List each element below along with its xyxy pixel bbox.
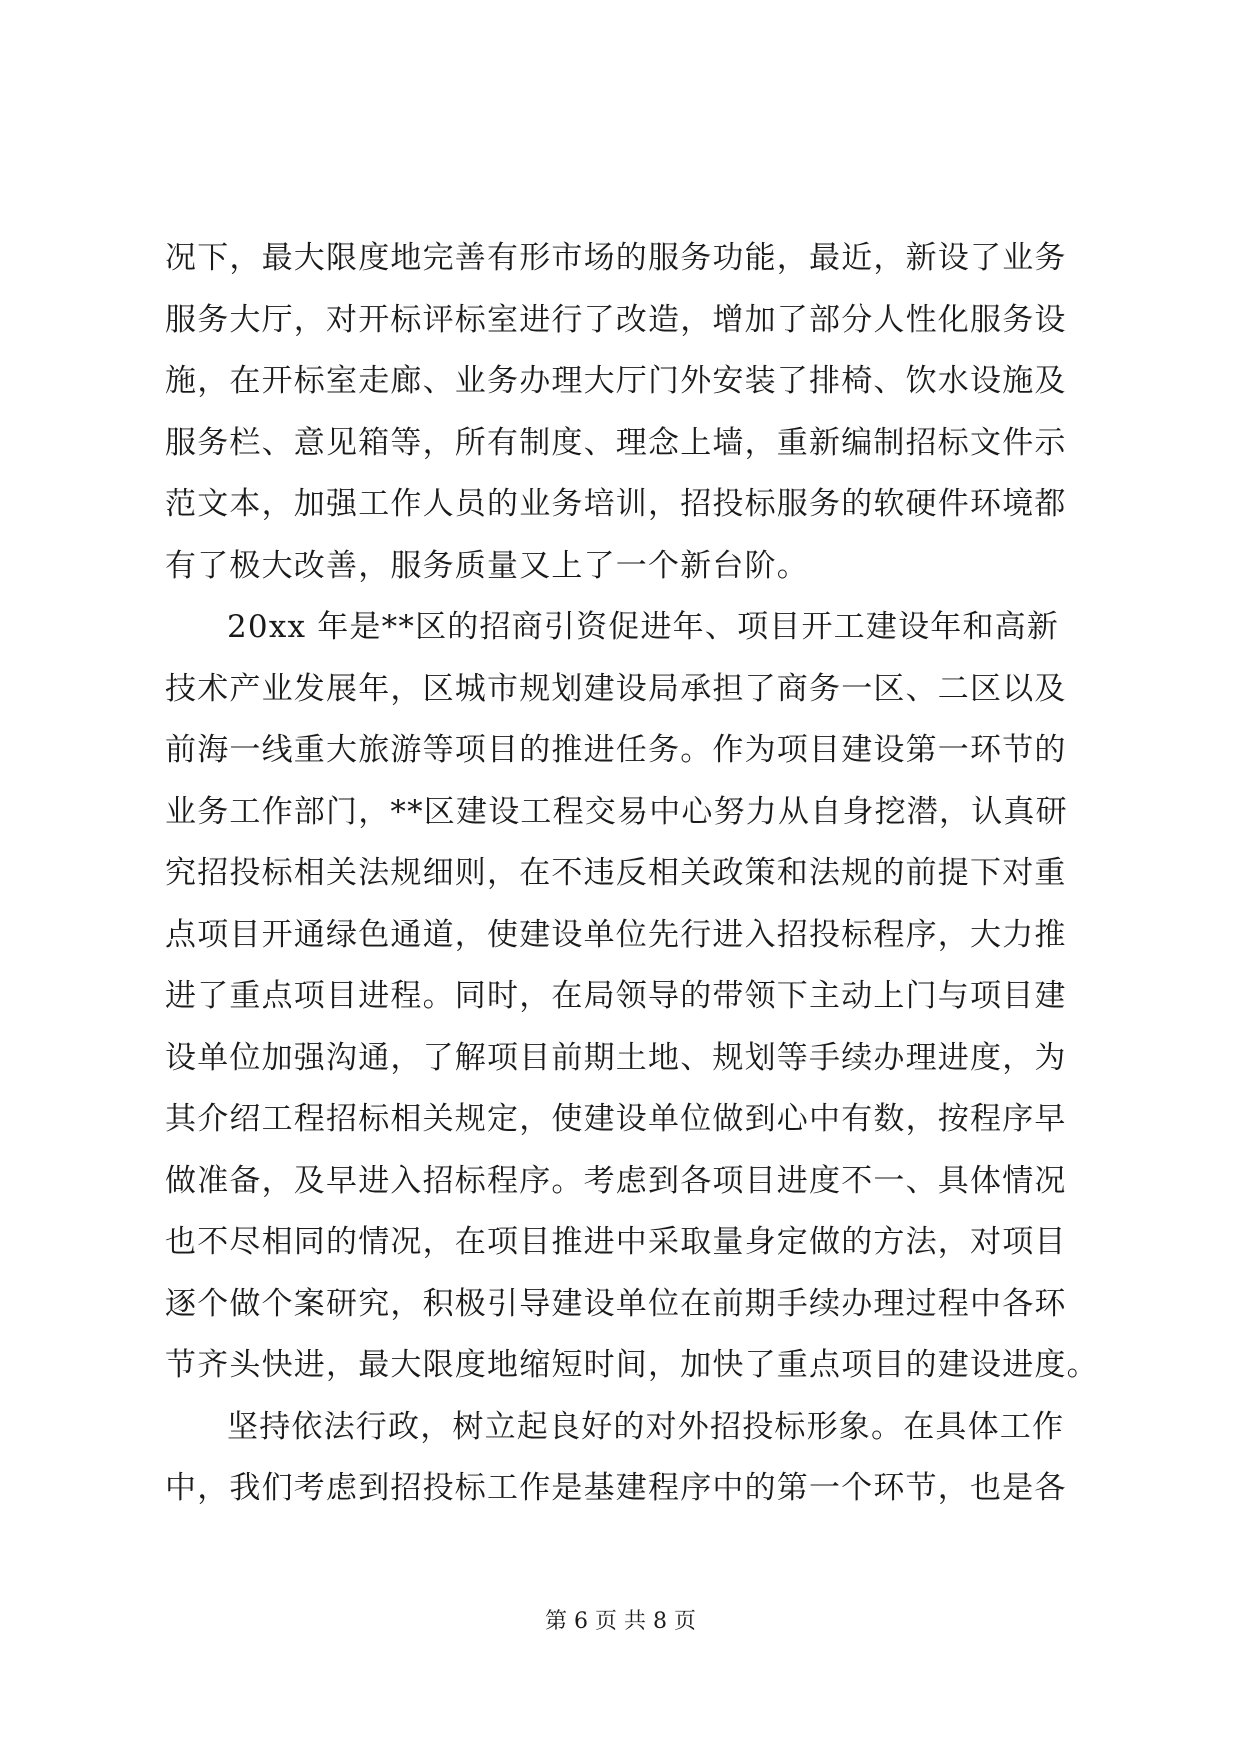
text-line: 中，我们考虑到招投标工作是基建程序中的第一个环节，也是各 [165,1470,1067,1506]
text-line: 技术产业发展年，区城市规划建设局承担了商务一区、二区以及 [165,670,1067,707]
text-line: 范文本，加强工作人员的业务培训，招投标服务的软硬件环境都 [165,486,1067,522]
text-line: 设单位加强沟通，了解项目前期土地、规划等手续办理进度，为 [165,1039,1067,1076]
text-line: 前海一线重大旅游等项目的推进任务。作为项目建设第一环节的 [165,732,1067,768]
paragraph-2 [165,597,1099,1397]
paragraph-3 [165,1397,1087,1520]
text-line: 20xx 年是**区的招商引资促进年、项目开工建设年和高新 [227,609,1060,645]
document-body [165,228,1099,1520]
text-line: 服务大厅，对开标评标室进行了改造，增加了部分人性化服务设 [165,301,1067,338]
text-line: 也不尽相同的情况，在项目推进中采取量身定做的方法，对项目 [165,1224,1067,1260]
text-line: 做准备，及早进入招标程序。考虑到各项目进度不一、具体情况 [165,1162,1067,1199]
text-line: 进了重点项目进程。同时，在局领导的带领下主动上门与项目建 [165,978,1067,1014]
text-line: 其介绍工程招标相关规定，使建设单位做到心中有数，按程序早 [165,1101,1067,1137]
text-line: 节齐头快进，最大限度地缩短时间，加快了重点项目的建设进度。 [165,1347,1099,1383]
text-line: 有了极大改善，服务质量又上了一个新台阶。 [165,547,809,584]
text-line: 坚持依法行政，树立起良好的对外招投标形象。在具体工作 [227,1408,1065,1445]
text-line: 究招投标相关法规细则，在不违反相关政策和法规的前提下对重 [165,855,1067,891]
paragraph-1 [165,228,1087,597]
text-line: 施，在开标室走廊、业务办理大厅门外安装了排椅、饮水设施及 [165,363,1067,399]
page-number-footer: 第 6 页 共 8 页 [545,1609,696,1634]
text-line: 况下，最大限度地完善有形市场的服务功能，最近，新设了业务 [165,240,1067,276]
text-line: 服务栏、意见箱等，所有制度、理念上墙，重新编制招标文件示 [165,424,1067,461]
text-line: 业务工作部门，**区建设工程交易中心努力从自身挖潜，认真研 [165,793,1068,830]
text-line: 逐个做个案研究，积极引导建设单位在前期手续办理过程中各环 [165,1285,1067,1322]
text-line: 点项目开通绿色通道，使建设单位先行进入招投标程序，大力推 [165,916,1067,953]
